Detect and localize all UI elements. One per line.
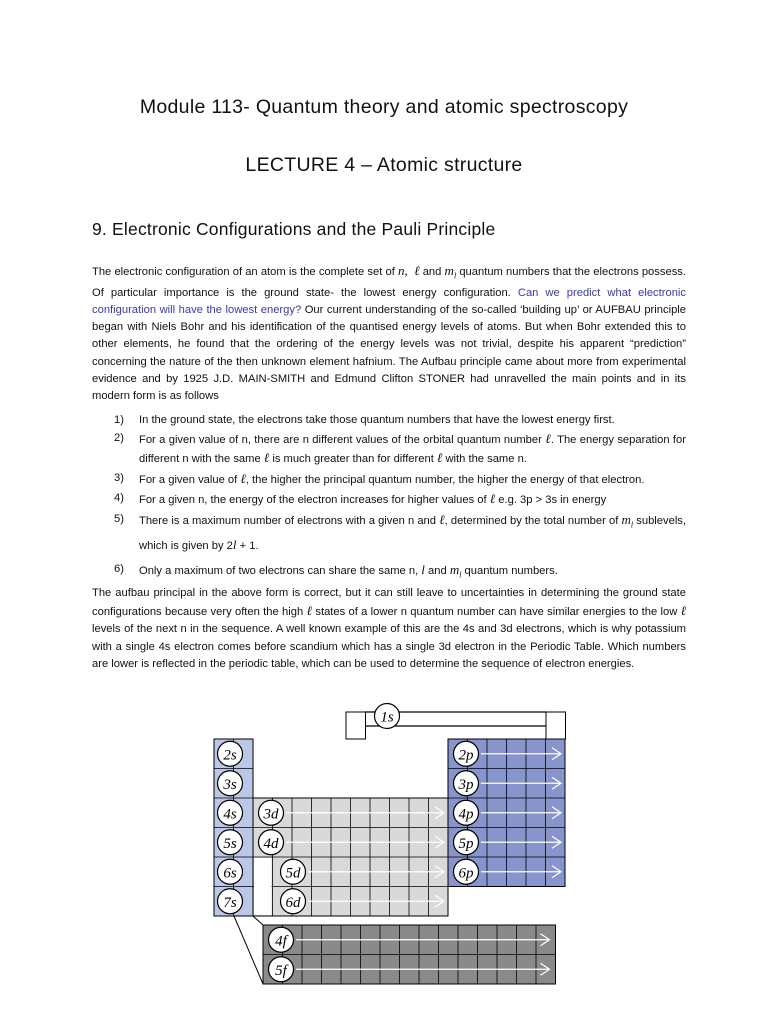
ml-symbol: $m_l$: [449, 561, 462, 580]
helium-cell: [546, 712, 566, 739]
n-symbol: n,: [397, 263, 408, 278]
rule-item: [92, 490, 686, 509]
rule-text: , determined by the total number of: [444, 515, 622, 528]
l-symbol: ℓ: [240, 470, 246, 486]
orbital-label-4p: 4p: [458, 806, 474, 823]
periodic-table-aufbau-diagram: [0, 700, 768, 1000]
orbital-label-1s: 1s: [380, 709, 394, 726]
intro-text-a: The electronic configuration of an atom is the complete set of: [92, 266, 398, 278]
orbital-label-3d: 3d: [263, 806, 279, 823]
l-symbol: l: [232, 537, 237, 553]
orbital-label-6d: 6d: [285, 894, 301, 911]
orbital-label-3s: 3s: [223, 776, 237, 793]
closing-text: states of a lower n quantum number can have similar energies to the low: [312, 606, 681, 619]
rule-text: In the ground state, the electrons take those quantum numbers that have the lowest energy first.: [139, 414, 615, 426]
f-block-connector: [234, 916, 263, 984]
rule-item: [92, 412, 686, 429]
rule-text: For a given n, the energy of the electron increases for higher values of: [139, 493, 490, 506]
intro-text-c: Our current understanding of the so-called ‘building up’ or AUFBAU principle began with Niels Bohr and his identification of the quantised energy levels of atoms. But when Bohr extended this to other elements, he found that the ordering of the energy levels was not trivial, despite his apparent “prediction” concerning the nature of the then unknown element hafnium. The Aufbau principle came about more from experimental evidence and by 1925 J.D. MAIN-SMITH and Edmund Clifton STONER had unravelled the main points and in its modern form is as follows: [92, 304, 686, 403]
rule-text: with the same n.: [442, 453, 527, 466]
closing-paragraph: [92, 585, 686, 673]
rule-number: 2): [114, 432, 124, 445]
orbital-label-4f: 4f: [275, 933, 287, 950]
rule-number: 5): [114, 513, 124, 526]
rule-item: [92, 560, 686, 585]
rule-text: and: [424, 564, 450, 577]
orbital-label-5p: 5p: [458, 835, 474, 852]
l-symbol: ℓ: [439, 512, 445, 528]
orbital-label-4d: 4d: [263, 835, 279, 852]
rule-text: For a given value of n, there are n different values of the orbital quantum number: [139, 434, 546, 447]
rule-item: [92, 470, 686, 489]
l-symbol: l: [421, 561, 425, 577]
rule-text: e.g. 3p > 3s in energy: [495, 493, 607, 506]
lecture-title: LECTURE 4 – Atomic structure: [245, 154, 523, 176]
l-symbol: ℓ: [414, 263, 420, 278]
rule-item: [92, 430, 686, 468]
orbital-label-5d: 5d: [285, 865, 301, 882]
rule-text: + 1.: [236, 540, 259, 553]
orbital-label-2p: 2p: [458, 747, 474, 764]
l-symbol: ℓ: [489, 490, 496, 506]
rule-number: 3): [114, 471, 124, 484]
rule-text: For a given value of: [139, 473, 241, 486]
orbital-label-6s: 6s: [223, 865, 237, 882]
orbital-label-5f: 5f: [275, 962, 287, 979]
rule-text: is much greater than for different: [269, 453, 437, 466]
ml-symbol: $m_l$: [444, 263, 457, 281]
rule-text: Only a maximum of two electrons can share the same n,: [139, 564, 422, 577]
rule-text: There is a maximum number of electrons with a given n and: [139, 515, 440, 528]
f-block-connector: [253, 916, 263, 925]
rule-text: . The energy separation for different n with the same: [139, 434, 686, 466]
orbital-label-3p: 3p: [458, 776, 474, 793]
rule-text: , the higher the principal quantum number, the higher the energy of that electron.: [245, 473, 645, 486]
closing-text: The aufbau principal in the above form is correct, but it can still leave to uncertainties in determining the ground state configurations because very often the high: [92, 587, 686, 619]
rule-number: 6): [114, 562, 124, 575]
intro-paragraph: [92, 262, 686, 405]
f-block-gap: [254, 858, 272, 915]
section-heading: 9. Electronic Configurations and the Pauli Principle: [92, 219, 496, 239]
closing-text: levels of the next n in the sequence. A well known example of this are the 4s and 3d electrons, which is why potassium with a single 4s electron comes before scandium which has a single 3d electron in the Periodic Table. Which numbers are lower is reflected in the periodic table, which can be used to determine the sequence of electron energies.: [92, 623, 686, 670]
rule-number: 1): [114, 414, 124, 426]
orbital-label-2s: 2s: [223, 747, 237, 764]
rule-item: [92, 510, 686, 557]
orbital-label-4s: 4s: [223, 806, 237, 823]
highlighted-question: Can we predict what electronic configuration will have the lowest energy?: [92, 286, 686, 316]
l-symbol: ℓ: [436, 450, 443, 466]
l-symbol: ℓ: [263, 450, 270, 466]
l-symbol: ℓ: [545, 431, 551, 447]
l-symbol: ℓ: [306, 603, 313, 619]
orbital-label-6p: 6p: [458, 865, 474, 882]
module-title: Module 113- Quantum theory and atomic spectroscopy: [139, 96, 629, 118]
hydrogen-cell: [346, 712, 366, 739]
orbital-label-7s: 7s: [223, 894, 237, 911]
rule-number: 4): [114, 491, 124, 504]
rule-text: sublevels, which is given by 2: [139, 515, 687, 553]
intro-and: and: [419, 266, 445, 278]
ml-symbol: $m_l$: [621, 512, 634, 530]
aufbau-rules-list: [92, 412, 686, 586]
l-symbol: ℓ: [680, 603, 686, 619]
rule-text: quantum numbers.: [461, 564, 558, 577]
orbital-label-5s: 5s: [223, 835, 237, 852]
intro-text-b: quantum numbers that the electrons possess. Of particular importance is the ground state- the lowest energy configuration.: [92, 266, 686, 299]
